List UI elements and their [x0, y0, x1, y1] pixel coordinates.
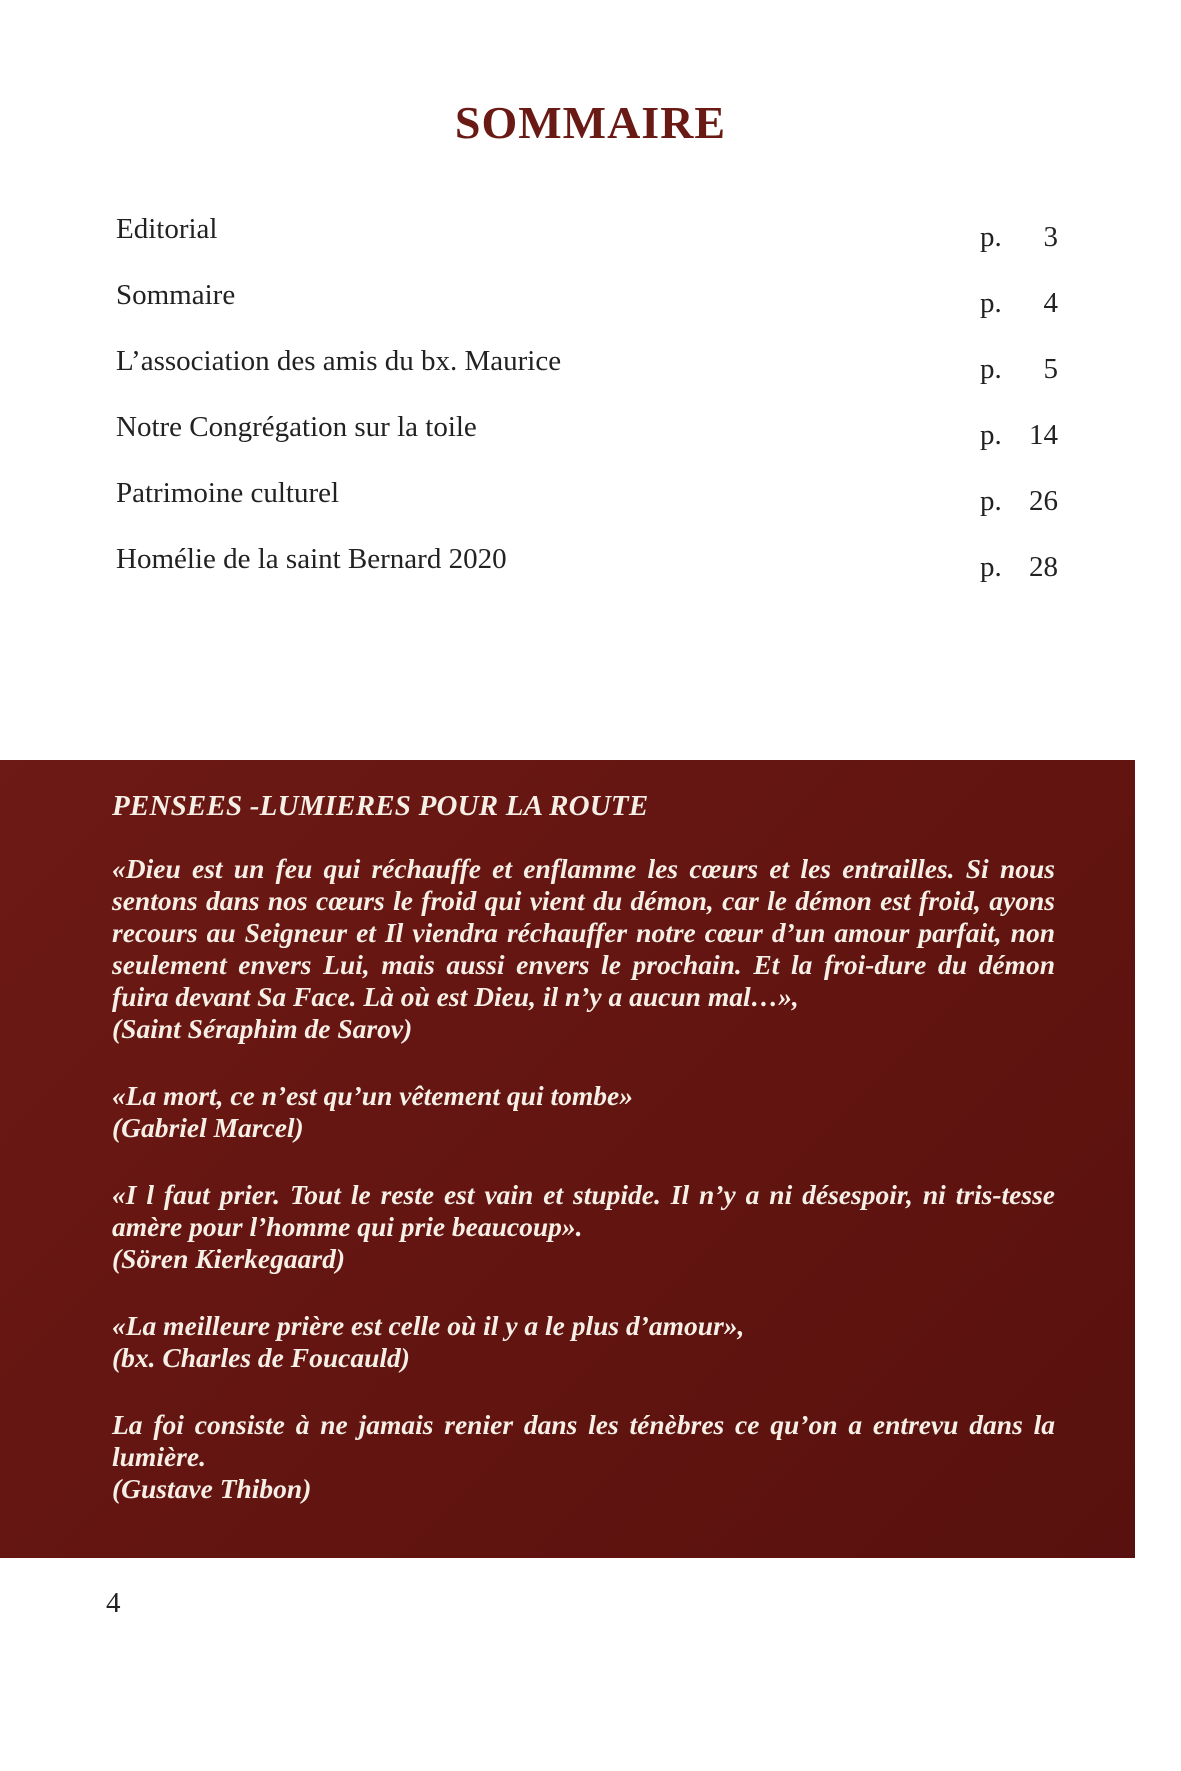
quote	[112, 1179, 1055, 1275]
toc-entry	[116, 271, 1066, 337]
table-of-contents	[116, 205, 1066, 601]
quote-text: «Dieu est un feu qui réchauffe et enflamme les cœurs et les entrailles. Si nous sentons dans nos cœurs le froid qui vient du démon, car le démon est froid, ayons recours au Seigneur et Il viendra réchauffer notre cœur d’un amour parfait, non seulement envers Lui, mais aussi envers le prochain. Et la froi-dure du démon fuira devant Sa Face. Là où est Dieu, il n’y a aucun mal…»,	[112, 853, 1055, 1012]
page-prefix: p.	[980, 353, 1002, 385]
quotes-heading: PENSEES -LUMIERES POUR LA ROUTE	[112, 790, 649, 822]
toc-entry-page	[980, 353, 1058, 386]
toc-entry-title: Sommaire	[116, 279, 236, 311]
page-prefix: p.	[980, 419, 1002, 451]
page-prefix: p.	[980, 287, 1002, 319]
page-number-value: 28	[1029, 551, 1058, 583]
page-title: SOMMAIRE	[454, 97, 727, 148]
toc-entry	[116, 403, 1066, 469]
quote	[112, 853, 1055, 1045]
page-prefix: p.	[980, 551, 1002, 583]
toc-entry-title: Notre Congrégation sur la toile	[116, 411, 477, 443]
toc-entry-title: Patrimoine culturel	[116, 477, 340, 509]
page-prefix: p.	[980, 221, 1002, 253]
page-number-value: 4	[1043, 287, 1058, 319]
page-number-value: 5	[1043, 353, 1058, 385]
page-prefix: p.	[980, 485, 1002, 517]
toc-entry-title: Editorial	[116, 213, 218, 245]
toc-entry	[116, 535, 1066, 601]
toc-entry	[116, 337, 1066, 403]
quote	[112, 1310, 1055, 1374]
quote-author: (Saint Séraphim de Sarov)	[112, 1013, 413, 1044]
toc-entry-title: L’association des amis du bx. Maurice	[116, 345, 562, 377]
toc-entry	[116, 469, 1066, 535]
page-number-value: 26	[1029, 485, 1058, 517]
quote-text: «I l faut prier. Tout le reste est vain et stupide. Il n’y a ni désespoir, ni tris-tesse amère pour l’homme qui prie beaucoup».	[112, 1179, 1055, 1242]
quote-author: (bx. Charles de Foucauld)	[112, 1342, 410, 1373]
toc-entry	[116, 205, 1066, 271]
quote	[112, 1080, 1055, 1144]
page-number: 4	[106, 1587, 121, 1619]
page-number-value: 14	[1029, 419, 1058, 451]
quote-author: (Gustave Thibon)	[112, 1473, 312, 1504]
quote-text: La foi consiste à ne jamais renier dans les ténèbres ce qu’on a entrevu dans la lumière.	[112, 1409, 1055, 1472]
toc-entry-page	[980, 287, 1058, 320]
quote-author: (Gabriel Marcel)	[112, 1112, 304, 1143]
quote-author: (Sören Kierkegaard)	[112, 1243, 345, 1274]
toc-entry-page	[980, 221, 1058, 254]
page-number-value: 3	[1043, 221, 1058, 253]
toc-entry-title: Homélie de la saint Bernard 2020	[116, 543, 507, 575]
quote	[112, 1409, 1055, 1505]
quote-text: «La meilleure prière est celle où il y a le plus d’amour»,	[112, 1310, 745, 1341]
toc-entry-page	[980, 419, 1058, 452]
toc-entry-page	[980, 551, 1058, 584]
toc-entry-page	[980, 485, 1058, 518]
quote-text: «La mort, ce n’est qu’un vêtement qui tombe»	[112, 1080, 633, 1111]
quotes-box	[0, 760, 1135, 1558]
